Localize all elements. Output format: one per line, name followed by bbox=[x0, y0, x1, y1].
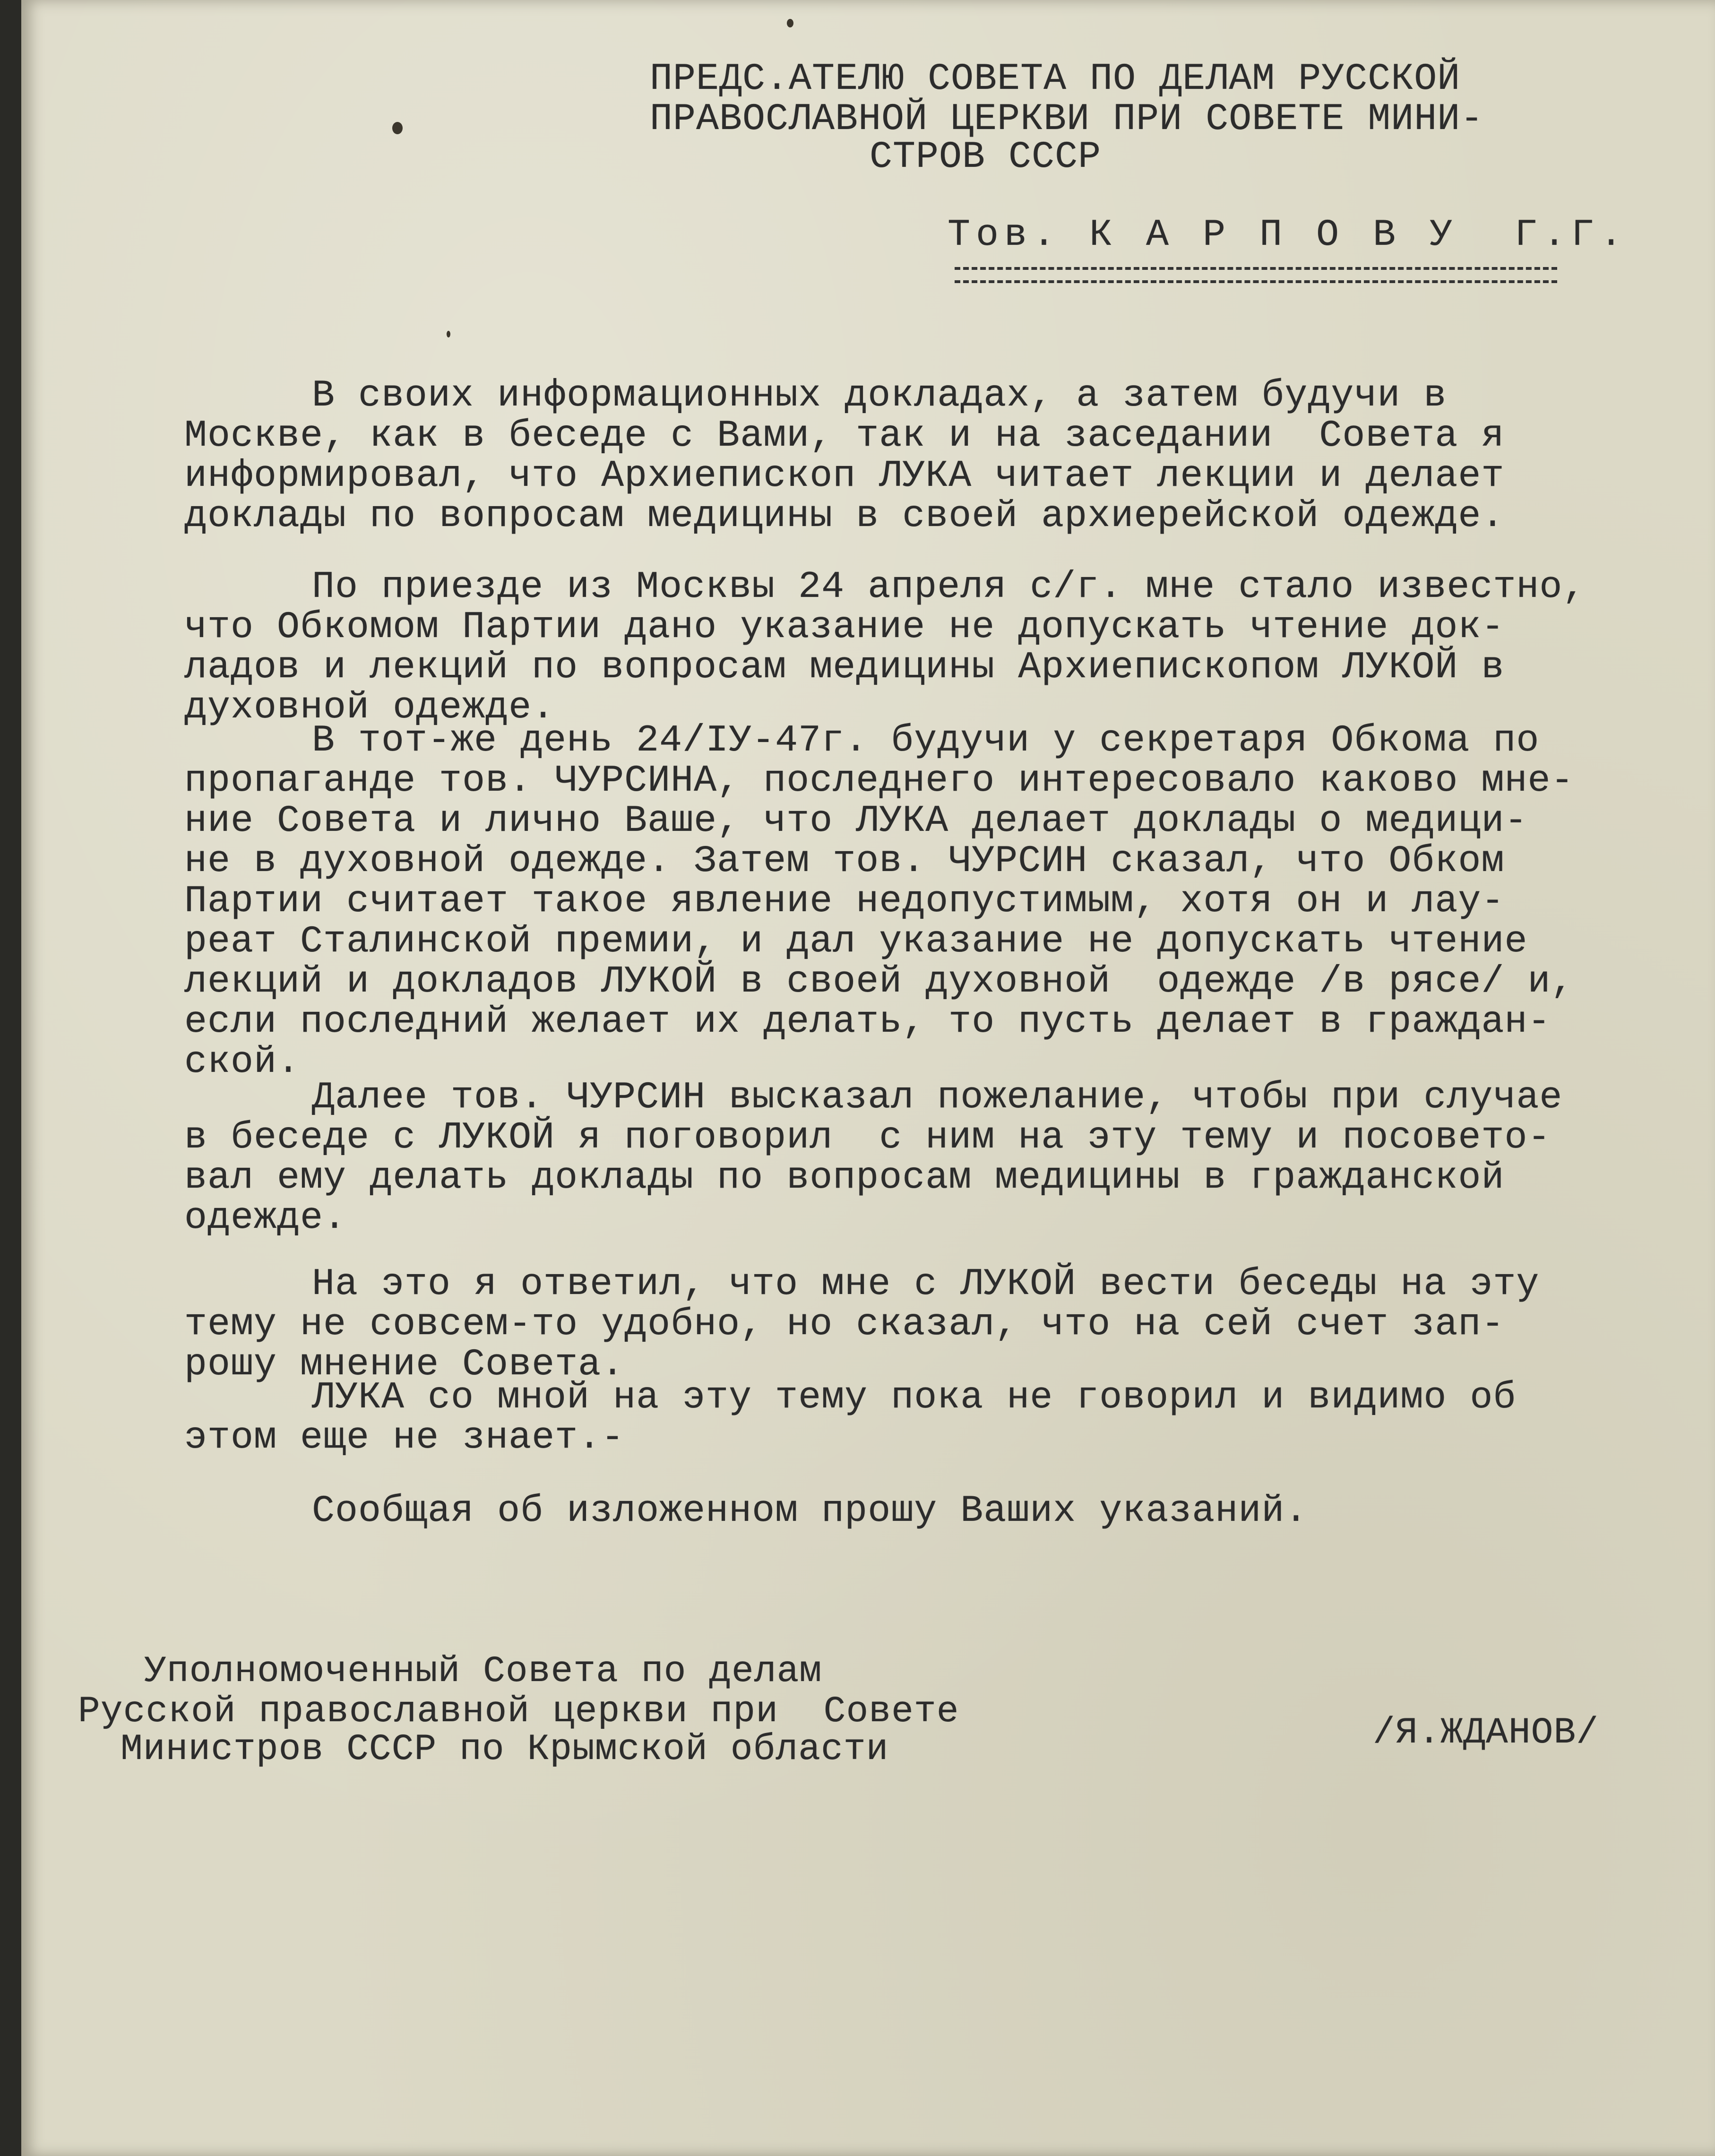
signature-line-3: Министров СССР по Крымской области bbox=[121, 1729, 889, 1770]
body-line: духовной одежде. bbox=[184, 686, 555, 729]
addressee-underline bbox=[955, 267, 1557, 283]
signatory-name: /Я.ЖДАНОВ/ bbox=[1373, 1712, 1599, 1754]
header-line-2: ПРАВОСЛАВНОЙ ЦЕРКВИ ПРИ СОВЕТЕ МИНИ- bbox=[650, 98, 1484, 141]
body-line: Далее тов. ЧУРСИН высказал пожелание, чтобы при случае bbox=[312, 1076, 1563, 1119]
body-line: что Обкомом Партии дано указание не допускать чтение док- bbox=[184, 606, 1505, 649]
body-line: Партии считает такое явление недопустимым, хотя он и лау- bbox=[184, 880, 1505, 923]
body-line: По приезде из Москвы 24 апреля с/г. мне стало известно, bbox=[312, 566, 1586, 609]
header-line-3: СТРОВ СССР bbox=[870, 136, 1102, 179]
body-line: если последний желает их делать, то пусть делает в граждан- bbox=[184, 1000, 1551, 1044]
body-line: доклады по вопросам медицины в своей архиерейской одежде. bbox=[184, 495, 1505, 538]
addressee: Тов. К А Р П О В У Г.Г. bbox=[948, 214, 1629, 257]
body-line: вал ему делать доклады по вопросам медицины в гражданской bbox=[184, 1156, 1505, 1199]
body-line: лекций и докладов ЛУКОЙ в своей духовной одежде /в рясе/ и, bbox=[184, 960, 1574, 1003]
body-line: пропаганде тов. ЧУРСИНА, последнего интересовало каково мне- bbox=[184, 759, 1574, 802]
header-line-1: ПРЕДС.АТЕЛЮ СОВЕТА ПО ДЕЛАМ РУССКОЙ bbox=[650, 58, 1461, 101]
body-line: рошу мнение Совета. bbox=[184, 1343, 625, 1386]
ink-spot bbox=[787, 19, 793, 27]
body-line: В своих информационных докладах, а затем будучи в bbox=[312, 374, 1447, 417]
body-line: На это я ответил, что мне с ЛУКОЙ вести беседы на эту bbox=[312, 1263, 1540, 1306]
ink-spot bbox=[392, 122, 403, 134]
body-line: этом еще не знает.- bbox=[184, 1416, 625, 1459]
ink-spot bbox=[447, 331, 450, 337]
body-line: В тот-же день 24/IУ-47г. будучи у секретаря Обкома по bbox=[312, 719, 1540, 762]
closing-line: Сообщая об изложенном прошу Ваших указаний. bbox=[312, 1490, 1308, 1533]
body-line: ЛУКА со мной на эту тему пока не говорил и видимо об bbox=[312, 1376, 1517, 1419]
body-line: тему не совсем-то удобно, но сказал, что на сей счет зап- bbox=[184, 1303, 1505, 1346]
body-line: ской. bbox=[184, 1041, 301, 1084]
body-line: ладов и лекций по вопросам медицины Архиепископом ЛУКОЙ в bbox=[184, 646, 1505, 689]
body-line: в беседе с ЛУКОЙ я поговорил с ним на эту тему и посовето- bbox=[184, 1116, 1551, 1159]
body-line: не в духовной одежде. Затем тов. ЧУРСИН сказал, что Обком bbox=[184, 840, 1505, 883]
body-line: реат Сталинской премии, и дал указание не допускать чтение bbox=[184, 920, 1528, 963]
signature-line-2: Русской православной церкви при Совете bbox=[78, 1691, 959, 1733]
body-line: одежде. bbox=[184, 1197, 347, 1240]
body-line: информировал, что Архиепископ ЛУКА читает лекции и делает bbox=[184, 455, 1505, 498]
body-line: Москве, как в беседе с Вами, так и на заседании Совета я bbox=[184, 414, 1505, 457]
document-sheet bbox=[21, 0, 1715, 2156]
body-line: ние Совета и лично Ваше, что ЛУКА делает доклады о медици- bbox=[184, 800, 1528, 843]
signature-line-1: Уполномоченный Совета по делам bbox=[144, 1651, 822, 1692]
